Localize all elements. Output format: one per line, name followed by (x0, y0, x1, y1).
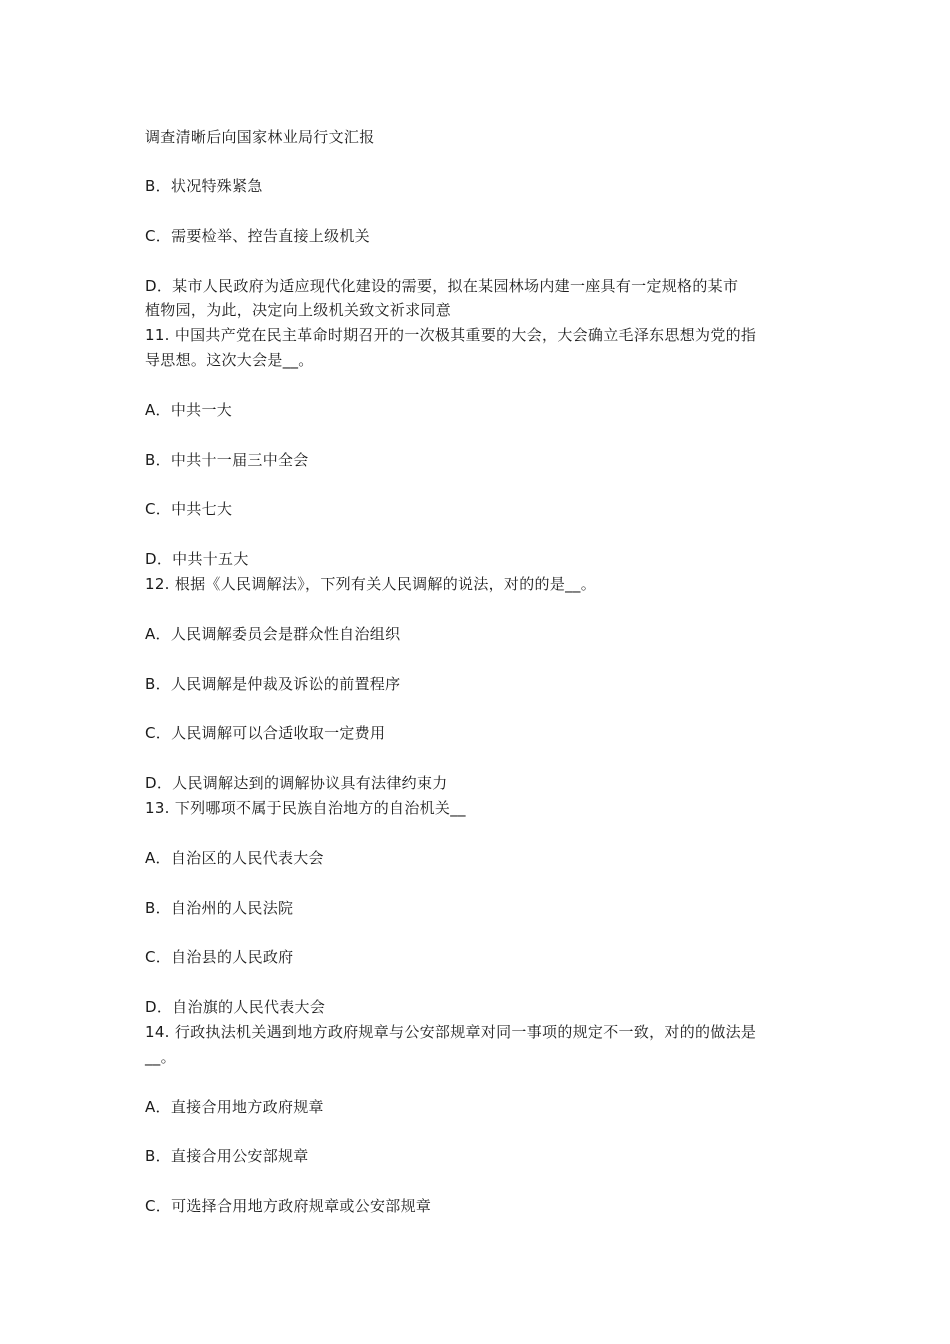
option-d: D．某市人民政府为适应现代化建设的需要，拟在某园林场内建一座具有一定规格的某市 (145, 277, 739, 295)
q11-option-d: D．中共十五大 (145, 550, 249, 568)
q13-option-b: B．自治州的人民法院 (145, 899, 294, 917)
text-line: 调查清晰后向国家林业局行文汇报 (145, 128, 375, 146)
q13-option-c: C．自治县的人民政府 (145, 948, 294, 966)
q13-option-a: A．自治区的人民代表大会 (145, 849, 324, 867)
question-13: 13. 下列哪项不属于民族自治地方的自治机关__ (145, 799, 466, 817)
q12-option-d: D．人民调解达到的调解协议具有法律约束力 (145, 774, 448, 792)
option-b: B．状况特殊紧急 (145, 177, 263, 195)
q12-option-c: C．人民调解可以合适收取一定费用 (145, 724, 386, 742)
option-d-continued: 植物园，为此，决定向上级机关致文祈求同意 (145, 301, 452, 319)
question-14-continued: __。 (145, 1048, 176, 1066)
q14-option-a: A．直接合用地方政府规章 (145, 1098, 324, 1116)
q11-option-a: A．中共一大 (145, 401, 233, 419)
q11-option-c: C．中共七大 (145, 500, 233, 518)
q12-option-b: B．人民调解是仲裁及诉讼的前置程序 (145, 675, 401, 693)
q14-option-c: C．可选择合用地方政府规章或公安部规章 (145, 1197, 432, 1215)
q14-option-b: B．直接合用公安部规章 (145, 1147, 309, 1165)
q12-option-a: A．人民调解委员会是群众性自治组织 (145, 625, 401, 643)
question-11-continued: 导思想。这次大会是__。 (145, 351, 314, 369)
q13-option-d: D．自治旗的人民代表大会 (145, 998, 326, 1016)
option-c: C．需要检举、控告直接上级机关 (145, 227, 370, 245)
question-11: 11. 中国共产党在民主革命时期召开的一次极其重要的大会，大会确立毛泽东思想为党的指 (145, 326, 757, 344)
question-12: 12. 根据《人民调解法》，下列有关人民调解的说法，对的的是__。 (145, 575, 597, 593)
q11-option-b: B．中共十一届三中全会 (145, 451, 309, 469)
question-14: 14. 行政执法机关遇到地方政府规章与公安部规章对同一事项的规定不一致，对的的做法是 (145, 1023, 757, 1041)
